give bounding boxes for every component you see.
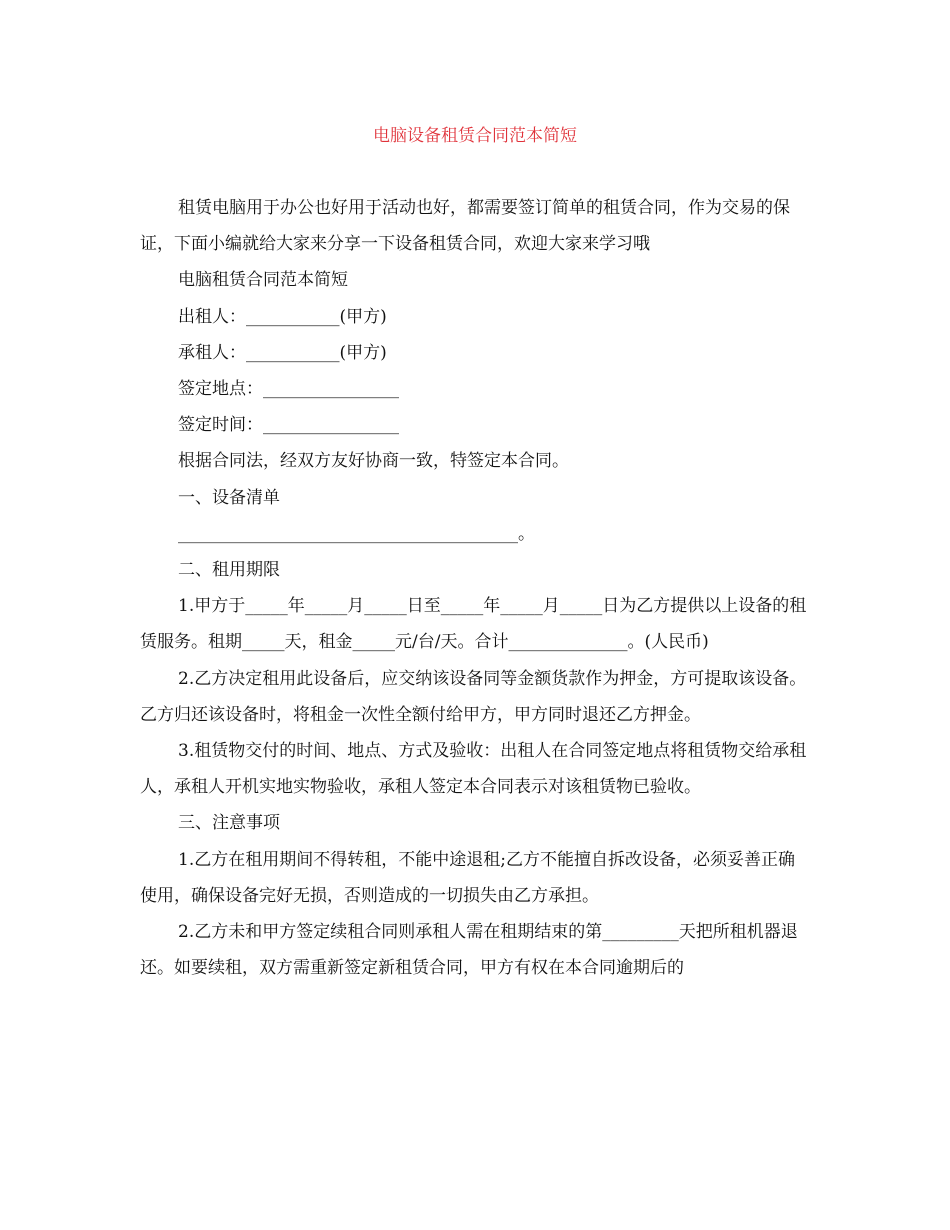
intro-paragraph: 租赁电脑用于办公也好用于活动也好，都需要签订简单的租赁合同，作为交易的保证，下面小编就给大家来分享一下设备租赁合同，欢迎大家来学习哦 — [140, 198, 790, 255]
clause-2-2: 2.乙方决定租用此设备后，应交纳该设备同等金额货款作为押金，方可提取该设备。乙方归还该设备时，将租金一次性全额付给甲方，甲方同时退还乙方押金。 — [140, 668, 807, 725]
document-body — [140, 190, 810, 986]
lessor-line: 出租人：___________(甲方) — [178, 306, 387, 327]
signing-place-line: 签定地点：________________ — [178, 379, 399, 400]
contract-subtitle: 电脑租赁合同范本简短 — [178, 270, 348, 291]
section-equipment-list: 一、设备清单 — [178, 487, 280, 508]
document-title: 电脑设备租赁合同范本简短 — [373, 126, 577, 146]
clause-3-2: 2.乙方未和甲方签定续租合同则承租人需在租期结束的第_________天把所租机器退还。如要续租，双方需重新签定新租赁合同，甲方有权在本合同逾期后的 — [140, 922, 798, 979]
clause-2-3: 3.租赁物交付的时间、地点、方式及验收：出租人在合同签定地点将租赁物交给承租人，承租人开机实地实物验收，承租人签定本合同表示对该租赁物已验收。 — [140, 741, 807, 798]
agreement-line: 根据合同法，经双方友好协商一致，特签定本合同。 — [178, 451, 569, 472]
signing-time-line: 签定时间：________________ — [178, 415, 399, 436]
clause-3-1: 1.乙方在租用期间不得转租，不能中途退租;乙方不能擅自拆改设备，必须妥善正确使用，确保设备完好无损，否则造成的一切损失由乙方承担。 — [140, 849, 795, 906]
section-rental-period: 二、租用期限 — [178, 560, 280, 581]
clause-2-1: 1.甲方于_____年_____月_____日至_____年_____月_____日为乙方提供以上设备的租赁服务。租期_____天，租金_____元/台/天。合计______________。(人民币) — [140, 596, 807, 653]
lessee-line: 承租人：___________(甲方) — [178, 342, 387, 363]
equipment-list-blank: ________________________________________。 — [178, 523, 535, 544]
section-notes: 三、注意事项 — [178, 813, 280, 834]
